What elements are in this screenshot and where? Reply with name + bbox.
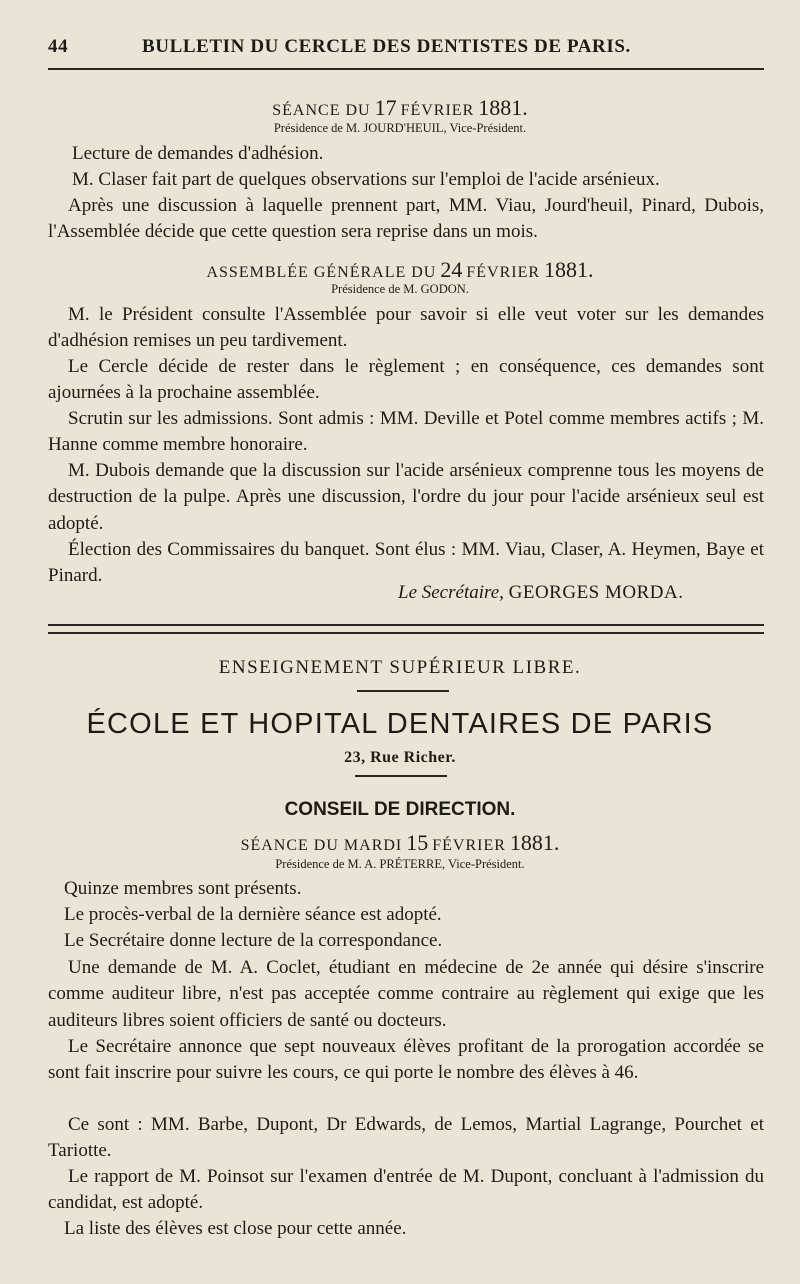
short-rule: [357, 690, 449, 692]
signature: [398, 582, 683, 604]
presidence-line-1: Présidence de M. JOURD'HEUIL, Vice-Président.: [273, 121, 527, 135]
section-divider: [48, 624, 764, 634]
page-number: 44: [48, 36, 69, 57]
paragraph: Le rapport de M. Poinsot sur l'examen d'entrée de M. Dupont, concluant à l'admission du candidat, est adopté.: [48, 1166, 764, 1214]
conseil-heading: CONSEIL DE DIRECTION.: [284, 799, 516, 820]
paragraph: La liste des élèves est close pour cette année.: [64, 1218, 407, 1239]
school-address: 23, Rue Richer.: [344, 749, 456, 766]
running-title: BULLETIN DU CERCLE DES DENTISTES DE PARIS.: [142, 36, 631, 57]
paragraph: Une demande de M. A. Coclet, étudiant en médecine de 2e année qui désire s'inscrire comme auditeur libre, n'est pas acceptée comme contraire au règlement qui exige que les auditeurs libres soient officiers de santé ou docteurs.: [48, 957, 764, 1031]
paragraph: Élection des Commissaires du banquet. Sont élus : MM. Viau, Claser, A. Heymen, Baye et Pinard.: [48, 539, 764, 587]
header-rule: [48, 68, 764, 70]
paragraph: Le Secrétaire donne lecture de la correspondance.: [64, 930, 443, 951]
paragraph: Lecture de demandes d'adhésion.: [72, 143, 324, 164]
assemblee-heading: ASSEMBLÉE GÉNÉRALE DU 24 FÉVRIER 1881.: [206, 257, 594, 282]
presidence-line-3: Présidence de M. A. PRÉTERRE, Vice-Président.: [275, 857, 525, 871]
paragraph: Scrutin sur les admissions. Sont admis : MM. Deville et Potel comme membres actifs ; M. Hanne comme membre honoraire.: [48, 408, 764, 456]
short-rule: [355, 775, 447, 777]
presidence-line-2: Présidence de M. GODON.: [331, 282, 469, 296]
paragraph: M. Claser fait part de quelques observations sur l'emploi de l'acide arsénieux.: [72, 169, 660, 190]
signature-name: GEORGES MORDA.: [508, 582, 684, 603]
seance-heading-1: SÉANCE DU 17 FÉVRIER 1881.: [272, 95, 528, 120]
paragraph: M. le Président consulte l'Assemblée pour savoir si elle veut voter sur les demandes d'adhésion remises un peu tardivement.: [48, 304, 764, 352]
paragraph: Le procès-verbal de la dernière séance est adopté.: [64, 904, 442, 925]
paragraph: Ce sont : MM. Barbe, Dupont, Dr Edwards, de Lemos, Martial Lagrange, Pourchet et Tariotte.: [48, 1114, 764, 1162]
school-name: ÉCOLE ET HOPITAL DENTAIRES DE PARIS: [86, 708, 714, 740]
section-heading: ENSEIGNEMENT SUPÉRIEUR LIBRE.: [218, 657, 582, 678]
paragraph: Le Cercle décide de rester dans le règlement ; en conséquence, ces demandes sont ajournées à la prochaine assemblée.: [48, 356, 764, 404]
paragraph: M. Dubois demande que la discussion sur l'acide arsénieux comprenne tous les moyens de destruction de la pulpe. Après une discussion, l'ordre du jour pour l'acide arsénieux seul est adopté.: [48, 460, 764, 534]
signature-role: Le Secrétaire,: [398, 582, 504, 603]
paragraph: Le Secrétaire annonce que sept nouveaux élèves profitant de la prorogation accordée se sont fait inscrire pour suivre les cours, ce qui porte le nombre des élèves à 46.: [48, 1036, 764, 1084]
seance-heading-3: SÉANCE DU MARDI 15 FÉVRIER 1881.: [240, 830, 560, 855]
paragraph: Après une discussion à laquelle prennent part, MM. Viau, Jourd'heuil, Pinard, Dubois, l'Assemblée décide que cette question sera reprise dans un mois.: [48, 195, 764, 243]
paragraph: Quinze membres sont présents.: [64, 878, 302, 899]
